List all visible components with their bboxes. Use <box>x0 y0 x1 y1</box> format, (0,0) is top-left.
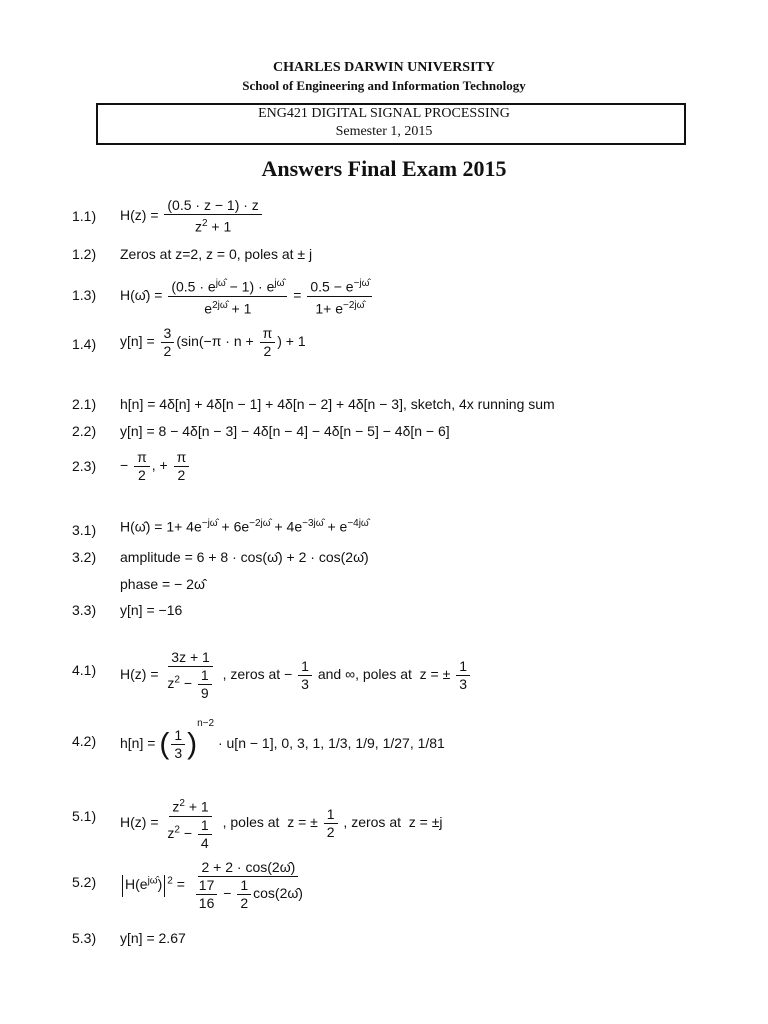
answer-1-1: H(z) = $\frac{(0.5 \cdot z - 1) \cdot z}{z^2 + 1}$ <box>120 198 264 235</box>
answer-number: 2.3) <box>72 458 97 474</box>
answer-5-3: y[n] = 2.67 <box>120 930 186 946</box>
answer-2-2: y[n] = 8 − 4δ[n − 3] − 4δ[n − 4] − 4δ[n − 5] − 4δ[n − 6] <box>120 423 450 439</box>
answer-number: 3.1) <box>72 522 97 538</box>
semester: Semester 1, 2015 <box>335 124 433 139</box>
answer-2-1: h[n] = 4δ[n] + 4δ[n − 1] + 4δ[n − 2] + 4δ[n − 3], sketch, 4x running sum <box>120 396 555 412</box>
answer-number: 1.4) <box>72 336 97 352</box>
answer-5-1: H(z) = $z^2 + 1$ $z^2$ − $\frac{1}{4}$ , poles at z = ± $\frac{1}{2}$ , zeros at z = ±j <box>120 798 443 851</box>
answer-2-3: − $\frac{\pi}{2}$ , + $\frac{\pi}{2}$ <box>120 450 191 483</box>
answer-3-2-phase: phase = − 2ω̂ <box>120 576 205 592</box>
answer-1-4: y[n] = $\frac{3}{2}$ (sin(−π · n + $\frac{\pi}{2}$ ) + 1 <box>120 325 306 359</box>
answer-number: 2.2) <box>72 423 97 439</box>
answer-5-2: $H(e^{j\omegâ}) ^2$ = 2 + 2 · cos(2ω̂) $\frac{17}{16}$ − $\frac{1}{2}$ cos(2ω̂) <box>120 860 308 911</box>
page-title: Answers Final Exam 2015 <box>261 156 507 181</box>
answer-number: 2.1) <box>72 396 97 412</box>
answer-1-2: Zeros at z=2, z = 0, poles at ± j <box>120 246 313 262</box>
answer-3-2: amplitude = 6 + 8 · cos(ω̂) + 2 · cos(2ω̂) <box>120 549 369 565</box>
answer-3-1: H(ω̂) = $1+ 4e^{-j\omegâ} + 6e^{-2j\omegâ} + 4e^{-3j\omegâ} + e^{-4j\omegâ}$ <box>120 518 369 535</box>
answer-number: 1.2) <box>72 246 97 262</box>
answer-1-3: H(ω̂) = $\frac{(0.5 \cdot e^{j\omegâ} - 1) \cdot e^{j\omegâ}}{e^{2j\omegâ} + 1}$ = $\frac{0.5 - e^{-j\omegâ}}{1+ e^{-2j\omegâ}}$ <box>120 276 374 316</box>
answer-number: 5.3) <box>72 930 97 946</box>
answer-number: 5.2) <box>72 874 97 890</box>
school-name: School of Engineering and Information Technology <box>242 78 526 93</box>
answer-4-1: H(z) = 3z + 1 $z^2$ − $\frac{1}{9}$ , zeros at − $\frac{1}{3}$ and ∞, poles at z = ± $\frac{1}{3}$ <box>120 650 472 701</box>
answer-3-3: y[n] = −16 <box>120 602 183 618</box>
answer-number: 5.1) <box>72 808 97 824</box>
answer-4-2: h[n] = ( $\frac{1}{3}$ )$^{n-2}$ · u[n − 1], 0, 3, 1, 1/3, 1/9, 1/27, 1/81 <box>120 718 445 761</box>
answer-number: 4.2) <box>72 733 97 749</box>
answer-number: 1.3) <box>72 287 97 303</box>
university-name: CHARLES DARWIN UNIVERSITY <box>273 60 495 75</box>
answer-number: 1.1) <box>72 208 97 224</box>
answer-number: 4.1) <box>72 662 97 678</box>
answer-number: 3.3) <box>72 602 97 618</box>
answer-number: 3.2) <box>72 549 97 565</box>
course-title: ENG421 DIGITAL SIGNAL PROCESSING <box>258 106 510 121</box>
